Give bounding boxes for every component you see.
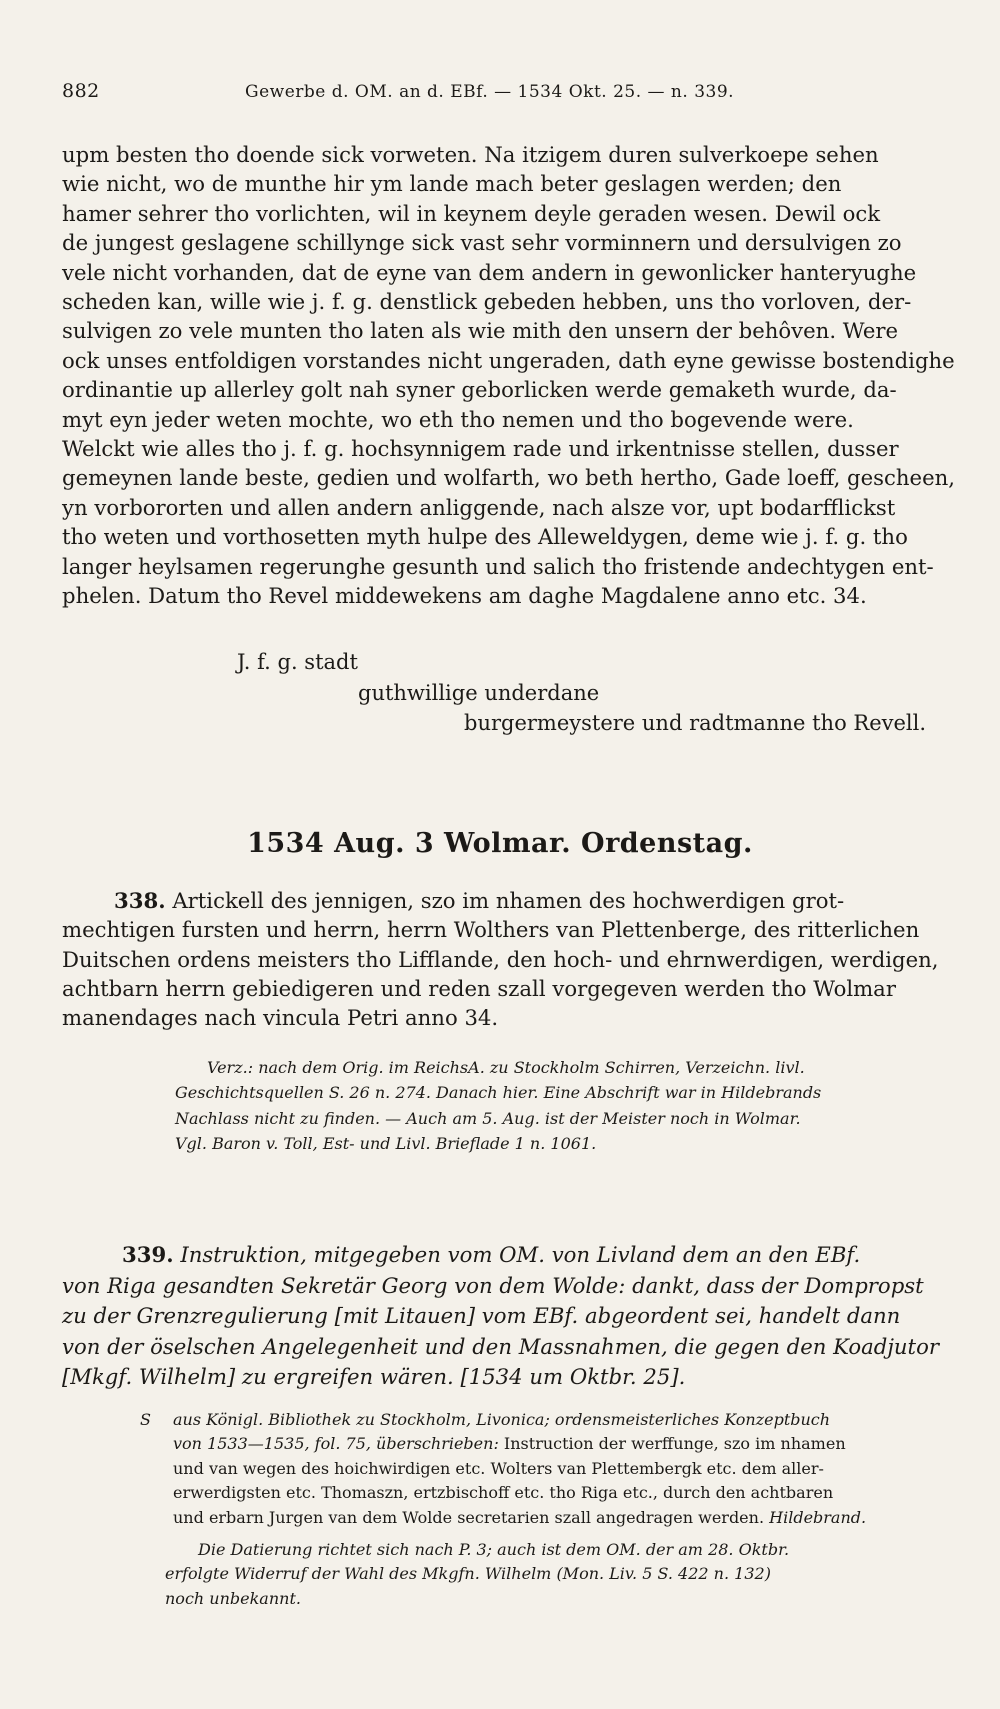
text-line: vele nicht vorhanden, dat de eyne van dem andern in gewonlicker hanteryughe [62, 259, 917, 285]
document-number: 339. [122, 1242, 174, 1267]
note-line: erfolgte Widerruf der Wahl des Mkgfn. Wilhelm (Mon. Liv. 5 S. 422 n. 132) [165, 1564, 771, 1584]
source-line [140, 1408, 950, 1432]
note-line: Vgl. Baron v. Toll, Est- und Livl. Brieflade 1 n. 1061. [175, 1133, 597, 1153]
text-line: ock unses entfoldigen vorstandes nicht ungeraden, dath eyne gewisse bostendighe [62, 347, 955, 373]
text-line: Welckt wie alles tho j. f. g. hochsynnigem rade und irkentnisse stellen, dusser [62, 436, 899, 462]
section-heading-338: 1534 Aug. 3 Wolmar. Ordenstag. [247, 828, 753, 859]
text-line: von der öselschen Angelegenheit und den Massnahmen, die gegen den Koadjutor [62, 1333, 939, 1359]
text-line: sulvigen zo vele munten tho laten als wie mith den unsern der behôven. Were [62, 318, 899, 344]
text-line: Instruktion, mitgegeben vom OM. von Livland dem an den EBf. [180, 1242, 861, 1267]
signature-line-1: J. f. g. stadt [237, 650, 358, 674]
editorial-note-338 [175, 1055, 945, 1156]
source-attribution: Hildebrand. [769, 1507, 867, 1527]
note-line: Geschichtsquellen S. 26 n. 274. Danach hier. Eine Abschrift war in Hildebrands [175, 1083, 822, 1103]
text-line: zu der Grenzregulierung [mit Litauen] vom EBf. abgeordent sei, handelt dann [62, 1303, 901, 1328]
document-339-regest [62, 1240, 947, 1393]
running-title: Gewerbe d. OM. an d. EBf. — 1534 Okt. 25. — n. 339. [245, 82, 735, 102]
editorial-note-339 [165, 1538, 945, 1611]
source-siglum: S [140, 1410, 151, 1429]
text-line: gemeynen lande beste, gedien und wolfarth, wo beth hertho, Gade loeff, gescheen, [62, 465, 955, 491]
text-line: scheden kan, wille wie j. f. g. denstlick gebeden hebben, uns tho vorloven, der- [62, 289, 912, 315]
note-line: Verz.: nach dem Orig. im ReichsA. zu Stockholm Schirren, Verzeichn. livl. [207, 1058, 805, 1077]
text-line: [Mkgf. Wilhelm] zu ergreifen wären. [1534 um Oktbr. 25]. [62, 1364, 686, 1389]
text-line: Duitschen ordens meisters tho Lifflande, den hoch- und ehrnwerdigen, werdigen, [62, 946, 939, 972]
document-337-continuation [62, 140, 955, 611]
text-line: phelen. Datum tho Revel middewekens am daghe Magdalene anno etc. 34. [62, 583, 867, 609]
text-line-first [62, 1240, 947, 1271]
note-line: Die Datierung richtet sich nach P. 3; auch ist dem OM. der am 28. Oktbr. [198, 1540, 790, 1559]
text-line: wie nicht, wo de munthe hir ym lande mach beter geslagen werden; den [62, 171, 842, 197]
text-line: mechtigen fursten und herrn, herrn Wolthers van Plettenberge, des ritterlichen [62, 917, 920, 943]
signature-line-3: burgermeystere und radtmanne tho Revell. [464, 711, 927, 735]
text-line: tho weten und vorthosetten myth hulpe des Alleweldygen, deme wie j. f. g. tho [62, 524, 908, 550]
document-number: 338. [114, 888, 166, 913]
text-line: manendages nach vincula Petri anno 34. [62, 1005, 499, 1031]
text-line: Artickell des jennigen, szo im nhamen des hochwerdigen grot- [172, 888, 845, 913]
source-text: aus Königl. Bibliothek zu Stockholm, Livonica; ordensmeisterliches Konzeptbuch [173, 1410, 831, 1429]
text-line: achtbarn herrn gebiedigeren und reden szall vorgegeven werden tho Wolmar [62, 975, 896, 1001]
note-line: Nachlass nicht zu finden. — Auch am 5. Aug. ist der Meister noch in Wolmar. [175, 1108, 801, 1128]
source-line [140, 1506, 950, 1530]
text-line: yn vorbororten und allen andern anliggende, nach alsze vor, upt bodarfflickst [62, 494, 896, 520]
source-line: und van wegen des hoichwirdigen etc. Wolters van Plettembergk etc. dem aller- [173, 1458, 824, 1478]
text-line: hamer sehrer tho vorlichten, wil in keynem deyle geraden wesen. Dewil ock [62, 200, 881, 226]
text-line: von Riga gesandten Sekretär Georg von dem Wolde: dankt, dass der Dompropst [62, 1272, 924, 1298]
text-line: upm besten tho doende sick vorweten. Na itzigem duren sulverkoepe sehen [62, 142, 879, 167]
text-line: ordinantie up allerley golt nah syner geborlicken werde gemaketh wurde, da- [62, 377, 897, 403]
text-line-first [62, 886, 947, 915]
page-number: 882 [62, 80, 100, 102]
text-line: langer heylsamen regerunghe gesunth und salich tho fristende andechtygen ent- [62, 553, 934, 579]
source-line [140, 1432, 950, 1456]
signature-line-2: guthwillige underdane [358, 681, 600, 705]
document-338 [62, 886, 947, 1032]
text-line: de jungest geslagene schillynge sick vast sehr vorminnern und dersulvigen zo [62, 230, 902, 256]
source-note-339 [140, 1408, 950, 1530]
source-text: und erbarn Jurgen van dem Wolde secretarien szall angedragen werden. [173, 1507, 765, 1527]
source-text: von 1533—1535, fol. 75, überschrieben: [173, 1434, 499, 1454]
source-line: erwerdigsten etc. Thomaszn, ertzbischoff etc. tho Riga etc., durch den achtbaren [173, 1483, 834, 1503]
source-text: Instruction der werffunge, szo im nhamen [503, 1434, 846, 1454]
note-line: noch unbekannt. [165, 1588, 301, 1608]
text-line: myt eyn jeder weten mochte, wo eth tho nemen und tho bogevende were. [62, 406, 854, 432]
